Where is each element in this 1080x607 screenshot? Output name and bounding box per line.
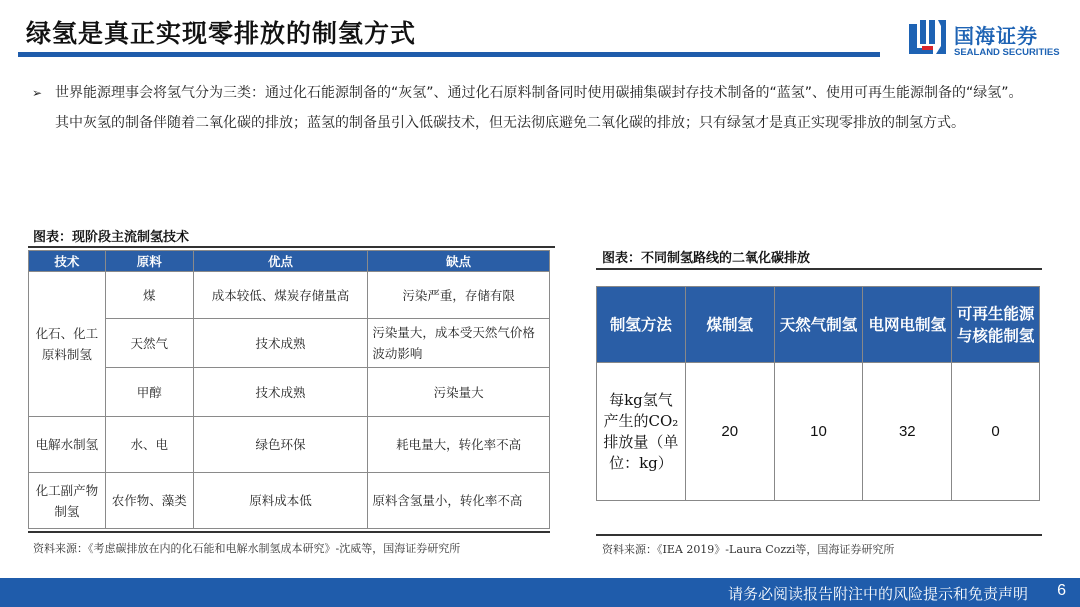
page-number: 6 [1057, 582, 1066, 599]
material-cell: 天然气 [105, 319, 193, 368]
table1-bottom-rule [28, 531, 550, 533]
table2-bottom-rule [596, 534, 1042, 536]
column-header: 技术 [29, 251, 106, 272]
bullet-text: 世界能源理事会将氢气分为三类：通过化石能源制备的“灰氢”、通过化石原料制备同时使用碳捕集碳封存技术制备的“蓝氢”、使用可再生能源制备的“绿氢”。其中灰氢的制备伴随着二氧化碳的排放；蓝氢的制备虽引入低碳技术，但无法彻底避免二氧化碳的排放；只有绿氢才是真正实现零排放的制氢方式。 [55, 85, 1023, 131]
emission-value: 10 [774, 363, 863, 501]
table-row [29, 473, 550, 529]
table-row [29, 417, 550, 473]
material-cell: 煤 [105, 272, 193, 319]
cons-cell: 污染量大，成本受天然气价格波动影响 [368, 319, 550, 368]
column-header: 天然气制氢 [774, 287, 863, 363]
table2-caption: 图表：不同制氢路线的二氧化碳排放 [602, 251, 811, 266]
disclaimer-text: 请务必阅读报告附注中的风险提示和免责声明 [727, 585, 1028, 603]
emission-value: 0 [952, 363, 1040, 501]
footer-bar [0, 578, 1080, 607]
column-header: 可再生能源与核能制氢 [952, 287, 1040, 363]
pros-cell: 技术成熟 [193, 319, 368, 368]
table2-caption-rule [596, 268, 1042, 270]
hydrogen-tech-table [28, 250, 550, 529]
logo-english-name: SEALAND SECURITIES [954, 47, 1060, 58]
cons-cell: 原料含氢量小，转化率不高 [368, 473, 550, 529]
table-header-row [29, 251, 550, 272]
logo-chinese-name: 国海证券 [954, 24, 1038, 48]
company-logo [908, 18, 1068, 62]
column-header: 制氢方法 [597, 287, 686, 363]
row-label: 每kg氢气产生的CO₂排放量（单位：kg） [597, 363, 686, 501]
table1-caption-rule [28, 246, 555, 248]
table-row [597, 363, 1040, 501]
material-cell: 甲醇 [105, 368, 193, 417]
pros-cell: 成本较低、煤炭存储量高 [193, 272, 368, 319]
tech-cell: 化石、化工原料制氢 [29, 272, 106, 417]
column-header: 电网电制氢 [863, 287, 952, 363]
tech-cell: 电解水制氢 [29, 417, 106, 473]
summary-bullet [32, 78, 1032, 138]
table-row [29, 368, 550, 417]
table1-caption: 图表：现阶段主流制氢技术 [33, 230, 190, 245]
emission-value: 20 [685, 363, 774, 501]
table-row [29, 272, 550, 319]
emission-value: 32 [863, 363, 952, 501]
column-header: 缺点 [368, 251, 550, 272]
cons-cell: 污染量大 [368, 368, 550, 417]
pros-cell: 技术成熟 [193, 368, 368, 417]
sealand-logo-icon [908, 18, 948, 58]
bullet-arrow-icon: ➢ [32, 86, 43, 100]
table1-source: 资料来源：《考虑碳排放在内的化石能和电解水制氢成本研究》-沈威等，国海证券研究所 [33, 542, 461, 555]
pros-cell: 原料成本低 [193, 473, 368, 529]
material-cell: 水、电 [105, 417, 193, 473]
pros-cell: 绿色环保 [193, 417, 368, 473]
column-header: 煤制氢 [685, 287, 774, 363]
page-title: 绿氢是真正实现零排放的制氢方式 [26, 19, 417, 48]
cons-cell: 污染严重，存储有限 [368, 272, 550, 319]
table-row [29, 319, 550, 368]
co2-emission-table [596, 286, 1040, 501]
table2-source: 资料来源：《IEA 2019》-Laura Cozzi等，国海证券研究所 [602, 543, 895, 556]
column-header: 优点 [193, 251, 368, 272]
material-cell: 农作物、藻类 [105, 473, 193, 529]
table-header-row [597, 287, 1040, 363]
cons-cell: 耗电量大，转化率不高 [368, 417, 550, 473]
title-underline [18, 52, 880, 57]
tech-cell: 化工副产物制氢 [29, 473, 106, 529]
column-header: 原料 [105, 251, 193, 272]
